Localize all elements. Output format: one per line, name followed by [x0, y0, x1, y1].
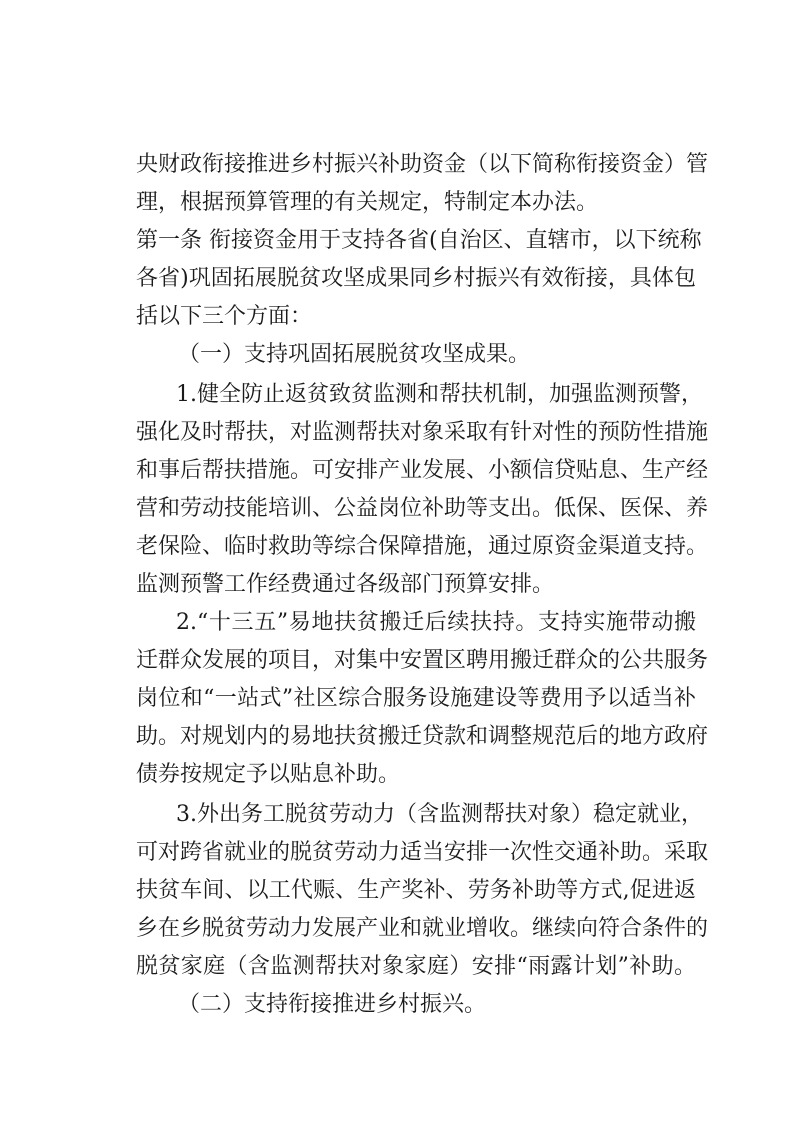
paragraph-first-line: 3.外出务工脱贫劳动力（含监测帮扶对象）稳定就业，	[176, 802, 703, 827]
text-line: 助。对规划内的易地扶贫搬迁贷款和调整规范后的地方政府	[136, 724, 709, 749]
text-line: 理，根据预算管理的有关规定，特制定本办法。	[136, 190, 599, 215]
text-line: 脱贫家庭（含监测帮扶对象家庭）安排“雨露计划”补助。	[136, 954, 696, 979]
text-line: 老保险、临时救助等综合保障措施，通过原资金渠道支持。	[136, 534, 709, 559]
text-line: 岗位和“一站式”社区综合服务设施建设等费用予以适当补	[136, 686, 696, 711]
text-line: 债券按规定予以贴息补助。	[136, 762, 401, 787]
text-line: 强化及时帮扶，对监测帮扶对象采取有针对性的预防性措施	[136, 420, 709, 445]
text-line: 扶贫车间、以工代赈、生产奖补、劳务补助等方式,促进返	[136, 878, 696, 903]
text-line: 监测预警工作经费通过各级部门预算安排。	[136, 572, 555, 597]
text-line: 各省)巩固拓展脱贫攻坚成果同乡村振兴有效衔接，具体包	[136, 266, 696, 291]
text-line: 迁群众发展的项目，对集中安置区聘用搬迁群众的公共服务	[136, 648, 709, 673]
article-heading-line: 第一条 衔接资金用于支持各省(自治区、直辖市，以下统称	[136, 228, 702, 253]
text-line: 营和劳动技能培训、公益岗位补助等支出。低保、医保、养	[136, 496, 709, 521]
text-line: 央财政衔接推进乡村振兴补助资金（以下简称衔接资金）管	[136, 152, 709, 177]
text-line: 乡在乡脱贫劳动力发展产业和就业增收。继续向符合条件的	[136, 916, 709, 941]
text-line: 可对跨省就业的脱贫劳动力适当安排一次性交通补助。采取	[136, 840, 709, 865]
section-heading: （二）支持衔接推进乡村振兴。	[178, 992, 487, 1017]
paragraph-first-line: 1.健全防止返贫致贫监测和帮扶机制，加强监测预警，	[176, 382, 703, 407]
text-line: 括以下三个方面：	[136, 304, 313, 329]
section-heading: （一）支持巩固拓展脱贫攻坚成果。	[178, 342, 531, 367]
paragraph-first-line: 2.“十三五”易地扶贫搬迁后续扶持。支持实施带动搬	[176, 610, 696, 635]
text-line: 和事后帮扶措施。可安排产业发展、小额信贷贴息、生产经	[136, 458, 709, 483]
